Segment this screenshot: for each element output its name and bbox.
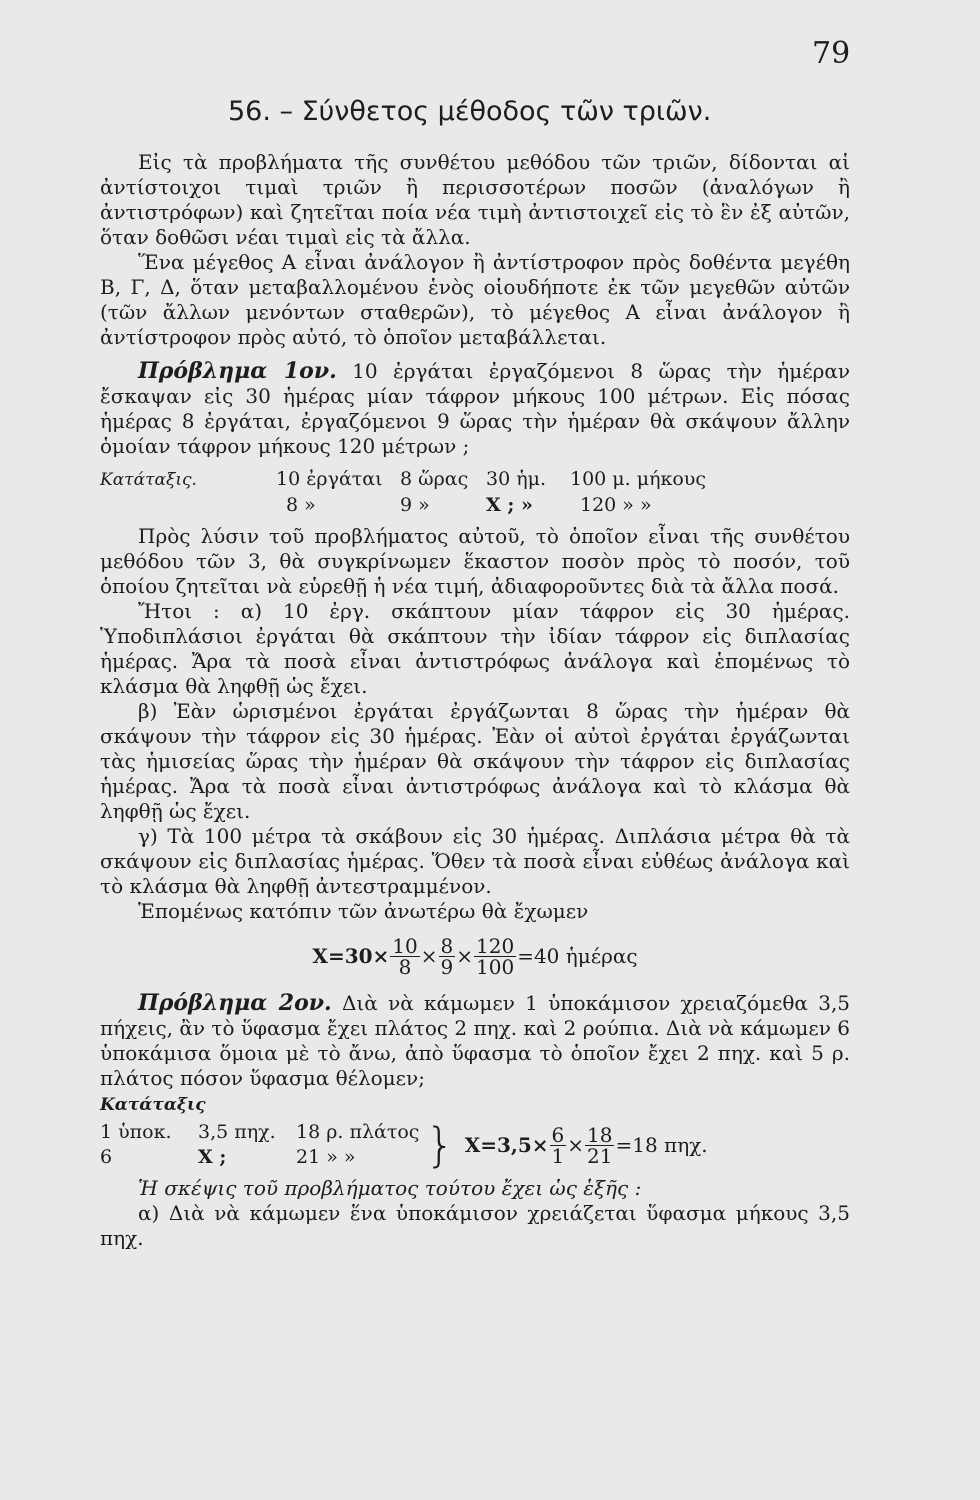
kat-cell: 30 ἡμ. bbox=[486, 468, 546, 490]
formula-lhs: Χ=30× bbox=[312, 944, 390, 968]
problem2-text: Διὰ νὰ κάμωμεν 1 ὑποκάμισον χρειαζόμεθα 3,5 πήχεις, ἂν τὸ ὕφασμα ἔχει πλάτος 2 πηχ. καὶ 2 ρούπια. Διὰ νὰ κάμωμεν 6 ὑποκάμισα ὅμοια μὲ τὸ ἄνω, ἀπὸ ὕφασμα τὸ ὁποῖον ἔχει 2 πηχ. καὶ 5 ρ. πλάτος πόσον ὕφασμα θέλομεν; bbox=[100, 991, 851, 1090]
problem2-kat-row-1 bbox=[100, 1120, 419, 1145]
solution-paragraph-4: γ) Τὰ 100 μέτρα τὰ σκάβουν εἰς 30 ἡμέρας. Διπλάσια μέτρα θὰ τὰ σκάψουν εἰς διπλασίας ἡμέρας. Ὅθεν τὰ ποσὰ εἶναι εὐθέως ἀνάλογα καὶ τὸ κλάσμα θὰ ληφθῇ ἀντεστραμμένον. bbox=[100, 824, 850, 898]
kat-cell: 120 » » bbox=[580, 494, 652, 516]
numerator: 6 bbox=[551, 1122, 565, 1147]
formula-lhs: Χ=3,5× bbox=[464, 1132, 549, 1157]
problem2-alpha: α) Διὰ νὰ κάμωμεν ἕνα ὑποκάμισον χρειάζεται ὕφασμα μήκους 3,5 πηχ. bbox=[100, 1201, 850, 1250]
times-sign: × bbox=[456, 944, 474, 968]
numerator: 10 bbox=[392, 934, 418, 958]
kat-cell: 10 ἐργάται bbox=[276, 468, 383, 490]
problem2-classification bbox=[100, 1120, 850, 1170]
denominator: 9 bbox=[440, 955, 454, 979]
solution-paragraph-2: Ἤτοι : α) 10 ἐργ. σκάπτουν μίαν τάφρον εἰς 30 ἡμέρας. Ὑποδιπλάσιοι ἐργάται θὰ σκάπτουν τὴν ἰδίαν τάφρον εἰς διπλασίας ἡμέρας. Ἄρα τὰ ποσὰ εἶναι ἀντιστρόφως ἀνάλογα καὶ ἑπομένως τὸ κλάσμα θὰ ληφθῇ ὡς ἔχει. bbox=[100, 599, 850, 698]
times-sign: × bbox=[567, 1132, 585, 1157]
kat-cell: Χ ; » bbox=[486, 494, 533, 516]
problem1-kat-row-1 bbox=[100, 467, 850, 493]
section-title: 56. – Σύνθετος μέθοδος τῶν τριῶν. bbox=[228, 96, 712, 127]
problem1-classification bbox=[100, 467, 850, 518]
intro-paragraph-2: Ἕνα μέγεθος Α εἶναι ἀνάλογον ἢ ἀντίστροφον πρὸς δοθέντα μεγέθη Β, Γ, Δ, ὅταν μεταβαλλομένου ἑνὸς οἱουδήποτε ἐκ τῶν μεγεθῶν αὐτῶν (τῶν ἄλλων μενόντων σταθερῶν), τὸ μέγεθος Α εἶναι ἀνάλογον ἢ ἀντίστροφον πρὸς αὐτό, τὸ ὁποῖον μεταβάλλεται. bbox=[100, 250, 850, 349]
kat-cell: 8 ὥρας bbox=[400, 468, 469, 490]
kat-cell: 8 » bbox=[286, 494, 316, 516]
numerator: 8 bbox=[440, 934, 454, 958]
denominator: 21 bbox=[587, 1143, 613, 1168]
problem2-kat-label: Κατάταξις bbox=[100, 1095, 206, 1115]
problem2-paragraph bbox=[100, 991, 850, 1091]
kat-cell: Χ ; bbox=[198, 1146, 227, 1168]
problem1-kat-row-2 bbox=[100, 493, 850, 518]
solution-paragraph-3: β) Ἐὰν ὡρισμένοι ἐργάται ἐργάζωνται 8 ὥρας τὴν ἡμέραν θὰ σκάψουν τὴν τάφρον εἰς 30 ἡμέρας. Ἐὰν οἱ αὐτοὶ ἐργάται ἐργάζωνται τὰς ἡμισείας ὥρας τὴν ἡμέραν θὰ σκάψουν τὴν τάφρον εἰς διπλασίας ἡμέρας. Ἄρα τὰ ποσὰ εἶναι ἀντιστρόφως ἀνάλογα καὶ τὸ κλάσμα θὰ ληφθῇ ὡς ἔχει. bbox=[100, 699, 850, 823]
solution-paragraph-1: Πρὸς λύσιν τοῦ προβλήματος αὐτοῦ, τὸ ὁποῖον εἶναι τῆς συνθέτου μεθόδου τῶν 3, θὰ συγκρίνωμεν ἕκαστον ποσὸν πρὸς τὸ ποσόν, τοῦ ὁποίου ζητεῖται νὰ εὑρεθῇ ἡ νέα τιμή, ἀδιαφοροῦντες διὰ τὰ ἄλλα ποσά. bbox=[100, 524, 850, 598]
fraction bbox=[439, 936, 456, 977]
fraction bbox=[390, 936, 419, 977]
numerator: 120 bbox=[476, 934, 515, 958]
numerator: 18 bbox=[587, 1122, 613, 1147]
kat-cell: 1 ὑποκ. bbox=[100, 1121, 172, 1143]
denominator: 1 bbox=[551, 1143, 565, 1168]
formula-result: =40 ἡμέρας bbox=[517, 944, 638, 968]
solution-paragraph-5: Ἑπομένως κατόπιν τῶν ἀνωτέρω θὰ ἔχωμεν bbox=[138, 899, 589, 923]
times-sign: × bbox=[420, 944, 438, 968]
fraction bbox=[474, 936, 516, 977]
formula-result: =18 πηχ. bbox=[615, 1132, 708, 1157]
problem2-formula bbox=[464, 1122, 708, 1168]
problem2-skepsis: Ἡ σκέψις τοῦ προβλήματος τούτου ἔχει ὡς ἑξῆς : bbox=[138, 1176, 642, 1200]
kat-cell: 3,5 πηχ. bbox=[198, 1121, 276, 1143]
right-brace: } bbox=[425, 1118, 455, 1172]
kat-cell: 21 » » bbox=[296, 1146, 356, 1168]
kat-cell: 6 bbox=[100, 1146, 113, 1168]
fraction bbox=[585, 1122, 614, 1168]
page-number: 79 bbox=[812, 36, 851, 71]
problem1-kat-label: Κατάταξις. bbox=[100, 470, 197, 490]
kat-cell: 9 » bbox=[400, 494, 430, 516]
kat-cell: 100 μ. μήκους bbox=[570, 468, 706, 490]
problem2-kat-row-2 bbox=[100, 1145, 419, 1170]
problem1-formula bbox=[100, 936, 850, 977]
denominator: 100 bbox=[476, 955, 515, 979]
kat-cell: 18 ρ. πλάτος bbox=[296, 1121, 420, 1143]
intro-paragraph-1: Εἰς τὰ προβλήματα τῆς συνθέτου μεθόδου τῶν τριῶν, δίδονται αἱ ἀντίστοιχοι τιμαὶ τριῶν ἢ περισσοτέρων ποσῶν (ἀναλόγων ἢ ἀντιστρόφων) καὶ ζητεῖται ποία νέα τιμὴ ἀντιστοιχεῖ εἰς τὸ ἓν ἐξ αὐτῶν, ὅταν δοθῶσι νέαι τιμαὶ εἰς τὰ ἄλλα. bbox=[100, 150, 850, 249]
problem2-kat-rows bbox=[100, 1120, 419, 1170]
fraction bbox=[550, 1122, 567, 1168]
page-body bbox=[100, 150, 850, 1251]
problem1-paragraph bbox=[100, 359, 850, 459]
problem2-heading: Πρόβλημα 2ον. bbox=[138, 990, 332, 1016]
problem1-text: 10 ἐργάται ἐργαζόμενοι 8 ὥρας τὴν ἡμέραν ἔσκαψαν εἰς 30 ἡμέρας μίαν τάφρον μήκους 100 μέτρων. Εἰς πόσας ἡμέρας 8 ἐργάται, ἐργαζόμενοι 9 ὥρας τὴν ἡμέραν θὰ σκάψουν ἄλλην ὁμοίαν τάφρον μήκους 120 μέτρων ; bbox=[100, 359, 851, 458]
denominator: 8 bbox=[398, 955, 412, 979]
problem1-heading: Πρόβλημα 1ον. bbox=[138, 358, 337, 384]
